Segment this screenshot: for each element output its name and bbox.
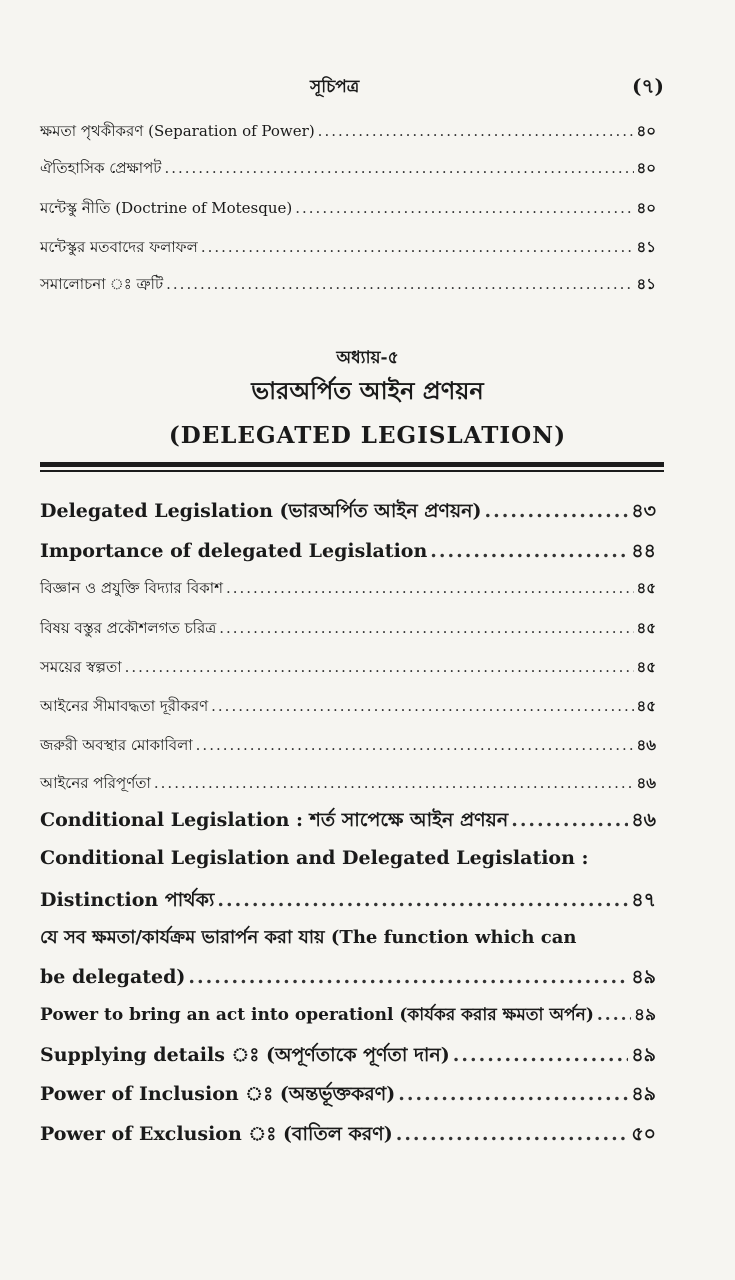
toc-entry-page: ৪৬: [636, 736, 656, 754]
dot-leader: [154, 774, 634, 792]
running-head-title: সূচিপত্র: [310, 77, 360, 97]
toc-entry: [40, 537, 656, 569]
toc-entry-page: ৪৭: [631, 889, 656, 911]
running-head-page-number: (৭): [632, 74, 664, 98]
toc-entry-label: সময়ের স্বল্পতা: [40, 658, 122, 676]
toc-entry: [40, 1120, 656, 1152]
dot-leader: [226, 579, 634, 597]
toc-entry-label: Supplying details ঃ (অপূর্ণতাকে পূর্ণতা দান): [40, 1044, 450, 1066]
toc-entry: [40, 1002, 656, 1030]
toc-entry: [40, 157, 656, 182]
toc-entry: [40, 734, 656, 759]
toc-entry-page: ৪৬: [636, 774, 656, 792]
toc-entry-label: মন্টেস্কুর মতবাদের ফলাফল: [40, 238, 198, 256]
toc-entry-label: ঐতিহাসিক প্রেক্ষাপট: [40, 159, 162, 177]
toc-entry: [40, 656, 656, 681]
dot-leader: [196, 736, 634, 754]
toc-entry: [40, 577, 656, 602]
chapter-title-bengali: ভারঅর্পিত আইন প্রণয়ন: [251, 376, 484, 405]
chapter-divider-thin: [40, 470, 664, 472]
chapter-number: অধ্যায়-৫: [336, 348, 399, 368]
dot-leader: [318, 122, 634, 140]
dot-leader: [217, 889, 628, 911]
dot-leader: [430, 540, 628, 562]
toc-entry: [40, 1080, 656, 1112]
toc-entry: [40, 617, 656, 642]
dot-leader: [396, 1123, 629, 1145]
toc-entry-page: ৪৯: [631, 966, 656, 988]
toc-entry-label: জরুরী অবস্থার মোকাবিলা: [40, 736, 193, 754]
toc-entry-page: ৪০: [636, 199, 656, 217]
toc-entry-page: ৪১: [636, 238, 656, 256]
toc-entry-label: বিষয় বস্তুর প্রকৌশলগত চরিত্র: [40, 619, 217, 637]
toc-entry-page: ৪১: [636, 275, 656, 293]
toc-entry-page: ৪৩: [631, 500, 656, 522]
dot-leader: [511, 809, 628, 831]
dot-leader: [201, 238, 634, 256]
toc-entry-page: ৪৫: [636, 697, 656, 715]
toc-entry-page: ৪৫: [636, 619, 656, 637]
chapter-title-english: (DELEGATED LEGISLATION): [168, 422, 567, 449]
toc-entry-label: Delegated Legislation (ভারঅর্পিত আইন প্রণয়ন): [40, 500, 482, 522]
chapter-divider-thick: [40, 462, 664, 467]
toc-entry-page: ৪৯: [631, 1044, 656, 1066]
toc-entry-label: Power to bring an act into operationl (কার্যকর করার ক্ষমতা অর্পন): [40, 1005, 594, 1025]
toc-entry: [40, 197, 656, 222]
toc-entry: [40, 497, 656, 529]
toc-entry: [40, 1041, 656, 1073]
dot-leader: [166, 275, 633, 293]
toc-entry: [40, 273, 656, 298]
dot-leader: [164, 159, 633, 177]
toc-entry-page: ৪৫: [636, 658, 656, 676]
toc-entry-label: Power of Exclusion ঃ (বাতিল করণ): [40, 1123, 393, 1145]
toc-entry-page: ৫০: [631, 1123, 656, 1145]
section-heading-functions: যে সব ক্ষমতা/কার্যক্রম ভারার্পন করা যায় (The function which can: [40, 927, 577, 948]
dot-leader: [597, 1005, 631, 1025]
toc-entry-page: ৪৪: [631, 540, 656, 562]
toc-entry: [40, 120, 656, 145]
toc-entry-label: Power of Inclusion ঃ (অন্তর্ভূক্তকরণ): [40, 1083, 396, 1105]
section-heading-conditional: Conditional Legislation and Delegated Legislation :: [40, 847, 589, 869]
toc-entry-label: be delegated): [40, 966, 186, 988]
toc-entry-label: Distinction পার্থক্য: [40, 889, 215, 911]
dot-leader: [453, 1044, 629, 1066]
toc-entry-label: আইনের পরিপূর্ণতা: [40, 774, 151, 792]
toc-entry-label: বিজ্ঞান ও প্রযুক্তি বিদ্যার বিকাশ: [40, 579, 223, 597]
toc-entry-page: ৪৫: [636, 579, 656, 597]
toc-entry-label: সমালোচনা ঃ ত্রুটি: [40, 275, 164, 293]
toc-entry-page: ৪০: [636, 159, 656, 177]
toc-entry-page: ৪৯: [633, 1005, 656, 1025]
dot-leader: [188, 966, 628, 988]
dot-leader: [398, 1083, 628, 1105]
toc-entry: [40, 806, 656, 838]
dot-leader: [295, 199, 633, 217]
dot-leader: [219, 619, 633, 637]
toc-entry-label: Conditional Legislation : শর্ত সাপেক্ষে আইন প্রণয়ন: [40, 809, 509, 831]
toc-entry-page: ৪৬: [631, 809, 656, 831]
toc-entry-label: Importance of delegated Legislation: [40, 540, 428, 562]
dot-leader: [211, 697, 633, 715]
dot-leader: [484, 500, 628, 522]
dot-leader: [125, 658, 634, 676]
toc-entry-label: মন্টেস্কু নীতি (Doctrine of Motesque): [40, 199, 293, 217]
running-head: [0, 72, 735, 102]
toc-entry: [40, 236, 656, 261]
toc-entry: [40, 695, 656, 720]
toc-entry-page: ৪৯: [631, 1083, 656, 1105]
toc-entry: [40, 886, 656, 918]
toc-entry-page: ৪০: [636, 122, 656, 140]
toc-entry-label: আইনের সীমাবদ্ধতা দূরীকরণ: [40, 697, 209, 715]
toc-entry: [40, 963, 656, 995]
toc-entry-label: ক্ষমতা পৃথকীকরণ (Separation of Power): [40, 122, 315, 140]
toc-entry: [40, 772, 656, 797]
